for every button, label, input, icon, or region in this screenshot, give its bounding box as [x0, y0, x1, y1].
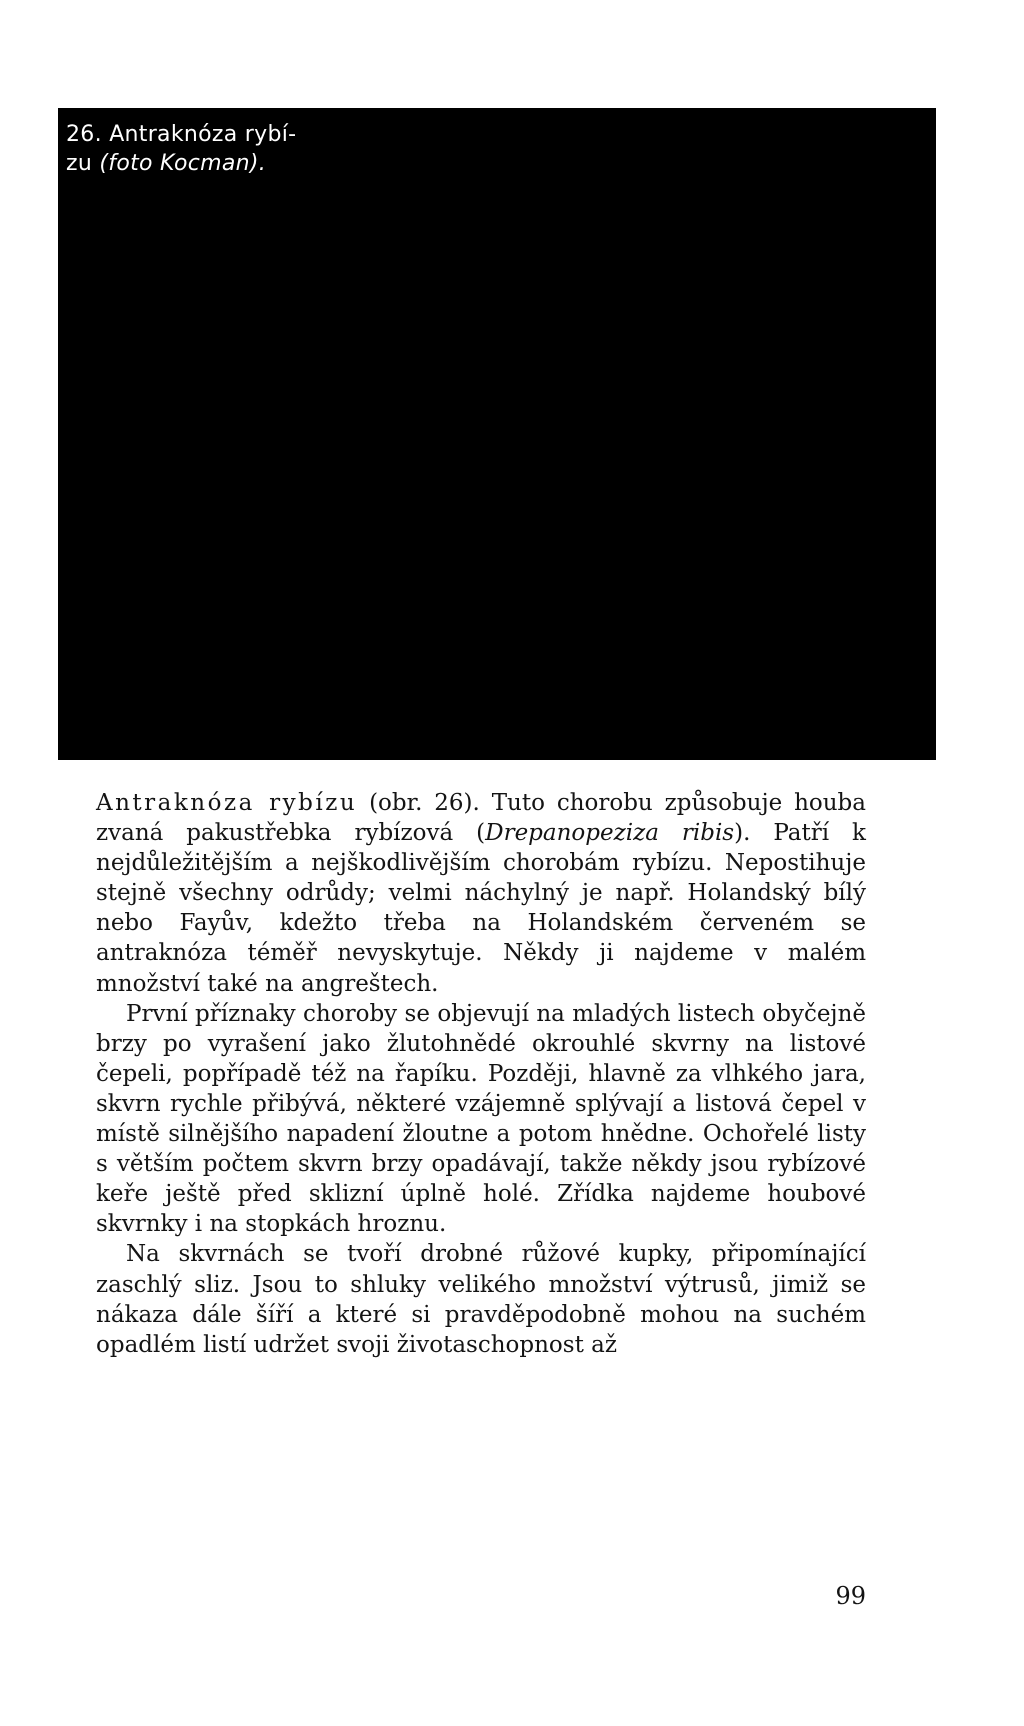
- paragraph-1: [96, 788, 866, 999]
- paragraph-3: Na skvrnách se tvoří drobné růžové kupky, připomínající zaschlý sliz. Jsou to shluky velikého množství výtrusů, jimiž se nákaza dále šíří a které si pravděpodobně mohou na suchém opadlém listí udržet svoji životaschopnost až: [96, 1241, 866, 1358]
- paragraph-1-text: (obr. 26). Tuto chorobu způsobuje houba zvaná pakustřebka rybízová (: [96, 790, 866, 847]
- latin-name: Drepanopeziza ribis: [485, 820, 735, 847]
- caption-title: Antraknóza rybí-: [109, 122, 297, 147]
- caption-title-cont: zu: [66, 151, 93, 176]
- caption-number: 26.: [66, 122, 102, 147]
- section-heading: Antraknóza rybízu: [96, 790, 358, 816]
- page-number: 99: [835, 1582, 866, 1610]
- article-body: [96, 788, 866, 1360]
- paragraph-2: První příznaky choroby se objevují na mladých listech obyčejně brzy po vyrašení jako žlutohnědé okrouhlé skvrny na listové čepeli, popřípadě též na řapíku. Později, hlavně za vlhkého jara, skvrn rychle přibývá, některé vzájemně splývají a listová čepel v místě silnějšího napadení žloutne a potom hnědne. Ochořelé listy s větším počtem skvrn brzy opadávají, takže někdy jsou rybízové keře ještě před sklizní úplně holé. Zřídka najdeme houbové skvrnky i na stopkách hroznu.: [96, 1000, 866, 1238]
- paragraph-1-text-cont: ). Patří k nejdůležitějším a nejškodlivějším chorobám rybízu. Nepostihuje stejně všechny odrůdy; velmi náchylný je např. Holandský bílý nebo Fayův, kdežto třeba na Holandském červeném se antraknóza téměř nevyskytuje. Někdy ji najdeme v malém množství také na angreštech.: [96, 820, 866, 997]
- figure-caption: [66, 120, 326, 178]
- figure-photo: [58, 108, 936, 760]
- caption-credit: (foto Kocman).: [99, 151, 267, 176]
